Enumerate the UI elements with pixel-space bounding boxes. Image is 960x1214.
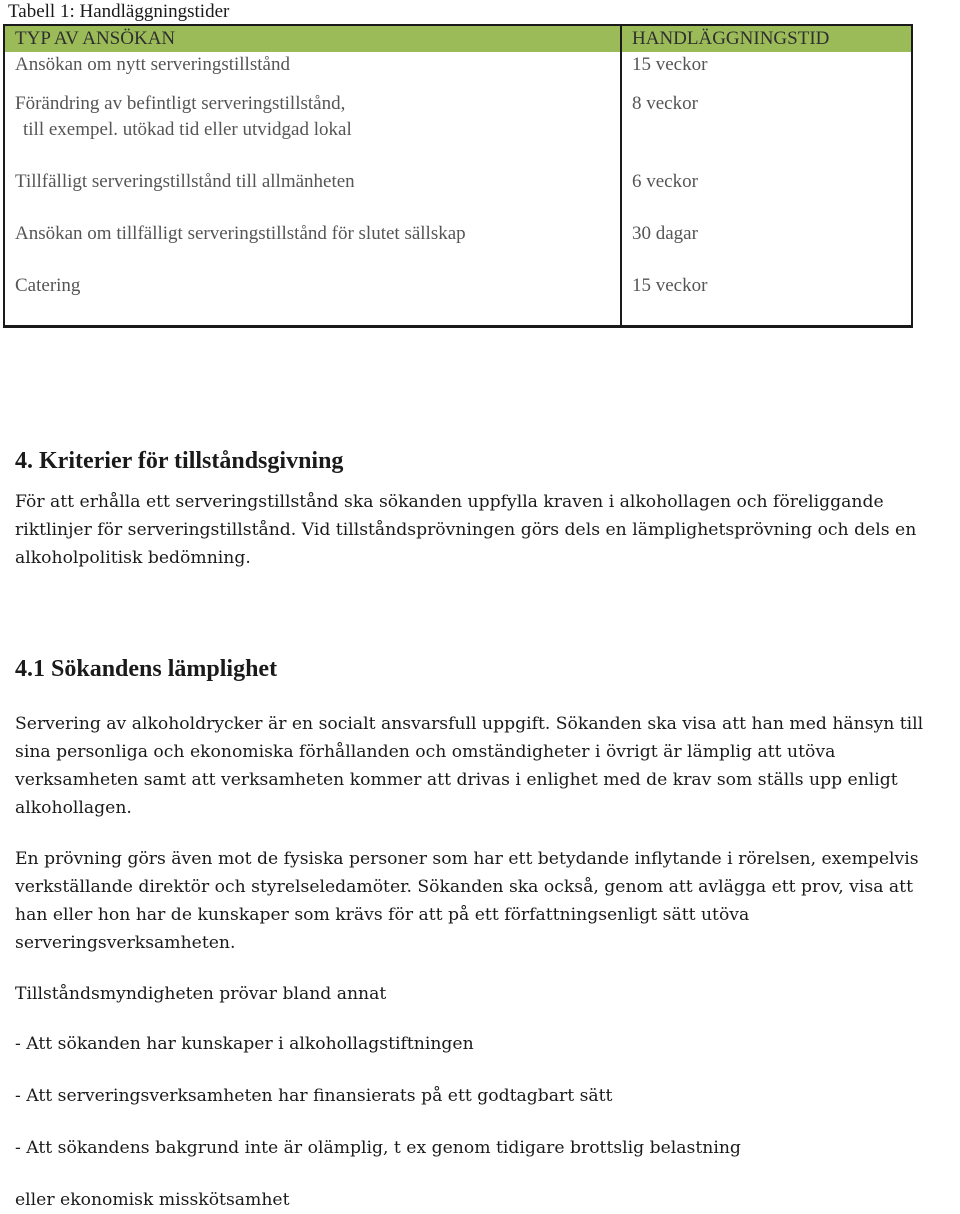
criteria-intro: Tillståndsmyndigheten prövar bland annat xyxy=(15,984,387,1004)
table-caption: Tabell 1: Handläggningstider xyxy=(8,1,230,22)
criteria-list-item: - Att serveringsverksamheten har finansierats på ett godtagbart sätt xyxy=(15,1086,613,1106)
table-row xyxy=(4,91,912,169)
header-processing-time: HANDLÄGGNINGSTID xyxy=(621,25,912,52)
processing-times-table xyxy=(3,24,913,328)
processing-time-cell: 6 veckor xyxy=(621,169,912,221)
table-row xyxy=(4,221,912,273)
section-4-heading: 4. Kriterier för tillståndsgivning xyxy=(15,448,344,474)
processing-time-cell: 30 dagar xyxy=(621,221,912,273)
processing-time-cell: 15 veckor xyxy=(621,273,912,327)
application-type-cell: Ansökan om tillfälligt serveringstillstånd för slutet sällskap xyxy=(4,221,621,273)
application-type-cell: Catering xyxy=(4,273,621,327)
table-row xyxy=(4,169,912,221)
criteria-list-item: - Att sökanden har kunskaper i alkohollagstiftningen xyxy=(15,1034,474,1054)
header-application-type: TYP AV ANSÖKAN xyxy=(4,25,621,52)
section-4-1-heading: 4.1 Sökandens lämplighet xyxy=(15,656,278,682)
section-4-1-paragraph-1: Servering av alkoholdrycker är en socialt ansvarsfull uppgift. Sökanden ska visa att han med hänsyn till sina personliga och ekonomiska förhållanden och omständigheter i övrigt är lämplig att utöva verksamheten samt att verksamheten kommer att drivas i enlighet med de krav som ställs upp enligt alkohollagen. xyxy=(15,714,924,818)
criteria-trailing-text: eller ekonomisk misskötsamhet xyxy=(15,1190,290,1210)
application-type-cell: Ansökan om nytt serveringstillstånd xyxy=(4,52,621,91)
application-type-cell: Förändring av befintligt serveringstillstånd, till exempel. utökad tid eller utvidgad lokal xyxy=(4,91,621,169)
section-4-1-paragraph-2: En prövning görs även mot de fysiska personer som har ett betydande inflytande i rörelsen, exempelvis verkställande direktör och styrelseledamöter. Sökanden ska också, genom att avlägga ett prov, visa att han eller hon har de kunskaper som krävs för att på ett författningsenligt sätt utöva serveringsverksamheten. xyxy=(15,849,919,953)
section-4-paragraph: För att erhålla ett serveringstillstånd ska sökanden uppfylla kraven i alkohollagen och föreliggande riktlinjer för serveringstillstånd. Vid tillståndsprövningen görs dels en lämplighetsprövning och dels en alkoholpolitisk bedömning. xyxy=(15,492,917,568)
processing-time-cell: 15 veckor xyxy=(621,52,912,91)
table-row xyxy=(4,52,912,91)
table-header-row xyxy=(4,25,912,52)
application-type-cell: Tillfälligt serveringstillstånd till allmänheten xyxy=(4,169,621,221)
processing-time-cell: 8 veckor xyxy=(621,91,912,169)
table-row xyxy=(4,273,912,327)
criteria-list-item: - Att sökandens bakgrund inte är olämplig, t ex genom tidigare brottslig belastning xyxy=(15,1138,741,1158)
